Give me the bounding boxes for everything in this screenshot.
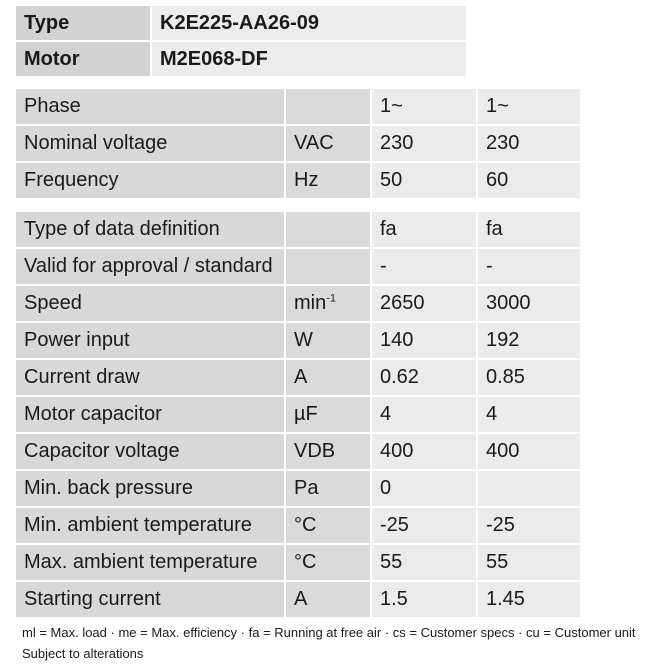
group-spacer — [16, 200, 582, 212]
table-row — [16, 545, 582, 582]
type-value: K2E225-AA26-09 — [152, 6, 468, 42]
row-unit: A — [286, 582, 372, 619]
row-unit: VAC — [286, 126, 372, 163]
motor-row — [16, 42, 468, 78]
motor-value: M2E068-DF — [152, 42, 468, 78]
row-unit — [286, 249, 372, 286]
table-row — [16, 397, 582, 434]
table-row — [16, 323, 582, 360]
row-unit: µF — [286, 397, 372, 434]
footnote-alterations: Subject to alterations — [22, 646, 144, 661]
row-value-1: 140 — [372, 323, 478, 360]
row-unit: °C — [286, 545, 372, 582]
row-label: Starting current — [16, 582, 286, 619]
row-unit — [286, 286, 372, 323]
unit-superscript: -1 — [326, 292, 337, 305]
row-value-1: 400 — [372, 434, 478, 471]
row-value-1: -25 — [372, 508, 478, 545]
row-value-2: 60 — [478, 163, 582, 200]
table-row — [16, 286, 582, 323]
row-value-2: - — [478, 249, 582, 286]
row-value-1: 50 — [372, 163, 478, 200]
row-value-2: 192 — [478, 323, 582, 360]
table-row — [16, 360, 582, 397]
row-label: Type of data definition — [16, 212, 286, 249]
table-row — [16, 434, 582, 471]
row-value-2: 4 — [478, 397, 582, 434]
table-row — [16, 212, 582, 249]
row-value-2: fa — [478, 212, 582, 249]
row-label: Phase — [16, 89, 286, 126]
row-value-2: 55 — [478, 545, 582, 582]
row-label: Capacitor voltage — [16, 434, 286, 471]
row-unit — [286, 212, 372, 249]
row-label: Nominal voltage — [16, 126, 286, 163]
row-value-2: 1.45 — [478, 582, 582, 619]
row-value-1: 55 — [372, 545, 478, 582]
table-row — [16, 582, 582, 619]
row-label: Power input — [16, 323, 286, 360]
row-unit: °C — [286, 508, 372, 545]
row-label: Min. back pressure — [16, 471, 286, 508]
table-row — [16, 508, 582, 545]
row-value-1: 1.5 — [372, 582, 478, 619]
row-label: Motor capacitor — [16, 397, 286, 434]
row-value-2: -25 — [478, 508, 582, 545]
row-value-1: 0 — [372, 471, 478, 508]
row-value-2: 3000 — [478, 286, 582, 323]
row-label: Max. ambient temperature — [16, 545, 286, 582]
header-table — [16, 6, 468, 78]
row-value-1: 1~ — [372, 89, 478, 126]
specs-table — [16, 89, 582, 619]
motor-label: Motor — [16, 42, 152, 78]
type-row — [16, 6, 468, 42]
footnote-legend: ml = Max. load · me = Max. efficiency · fa = Running at free air · cs = Customer specs · cu = Customer unit — [22, 625, 636, 640]
row-unit: VDB — [286, 434, 372, 471]
unit-base: min — [294, 292, 327, 314]
row-value-1: 2650 — [372, 286, 478, 323]
row-label: Valid for approval / standard — [16, 249, 286, 286]
row-unit: W — [286, 323, 372, 360]
row-unit: A — [286, 360, 372, 397]
table-row — [16, 249, 582, 286]
row-unit: Pa — [286, 471, 372, 508]
row-label: Speed — [16, 286, 286, 323]
row-label: Current draw — [16, 360, 286, 397]
row-value-1: 0.62 — [372, 360, 478, 397]
row-value-1: 4 — [372, 397, 478, 434]
type-label: Type — [16, 6, 152, 42]
row-value-2: 1~ — [478, 89, 582, 126]
row-value-1: fa — [372, 212, 478, 249]
table-row — [16, 471, 582, 508]
row-unit: Hz — [286, 163, 372, 200]
row-unit — [286, 89, 372, 126]
row-label: Frequency — [16, 163, 286, 200]
row-label: Min. ambient temperature — [16, 508, 286, 545]
row-value-2 — [478, 471, 582, 508]
row-value-1: 230 — [372, 126, 478, 163]
table-row — [16, 89, 582, 126]
table-row — [16, 163, 582, 200]
row-value-2: 0.85 — [478, 360, 582, 397]
table-row — [16, 126, 582, 163]
row-value-1: - — [372, 249, 478, 286]
row-value-2: 230 — [478, 126, 582, 163]
row-value-2: 400 — [478, 434, 582, 471]
